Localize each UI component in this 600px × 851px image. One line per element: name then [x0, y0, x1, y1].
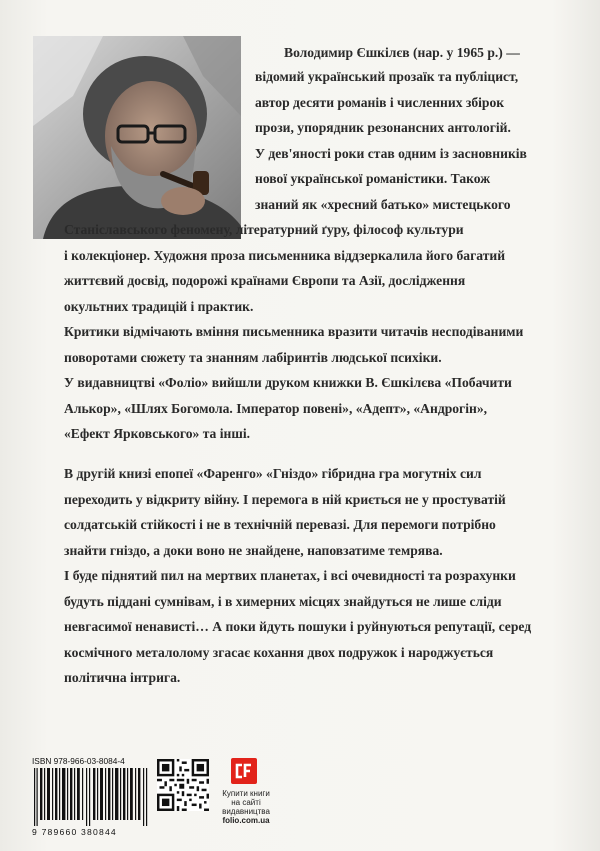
blurb-line: невгасимої ненависті… А поки йдуть пошуки і руйнуються репутації, серед — [64, 619, 532, 634]
bio-line: У дев'яності роки став одним із засновників — [255, 146, 527, 161]
buy-line-3: видавництва — [222, 807, 270, 816]
bio-line: Володимир Єшкілєв (нар. у 1965 р.) — — [284, 45, 520, 60]
isbn-number: ISBN 978-966-03-8084-4 — [32, 756, 125, 766]
buy-line-1: Купити книги — [222, 789, 270, 798]
buy-online-note — [218, 789, 274, 825]
folio-cf-logo-icon[interactable] — [231, 758, 257, 784]
bio-line: У видавництві «Фоліо» вийшли друком книжки В. Єшкілєва «Побачити — [64, 375, 512, 390]
author-portrait-image — [33, 36, 241, 239]
qr-code-icon[interactable] — [157, 759, 209, 811]
bio-line: і колекціонер. Художня проза письменника віддзеркалила його багатий — [64, 248, 506, 263]
bio-line: окультних традицій і практик. — [64, 299, 254, 314]
blurb-line: В другій книзі епопеї «Фаренго» «Гніздо» гібридна гра могутніх сил — [64, 466, 482, 481]
bio-line: відомий український прозаїк та публіцист, — [255, 69, 519, 84]
cf-logo-glyph-icon — [234, 761, 254, 781]
bio-line: знаний як «хресний батько» мистецького — [255, 197, 511, 212]
barcode-icon — [32, 768, 154, 826]
blurb-line: будуть піддані сумнівам, і в химерних місцях знайдуться не лише сліди — [64, 594, 502, 609]
author-photo — [33, 36, 241, 239]
bio-line: прози, упорядник резонансних антологій. — [255, 120, 511, 135]
bio-line: життєвий досвід, подорожі країнами Європи та Азії, дослідження — [64, 273, 466, 288]
bio-line: нової української романістики. Також — [255, 171, 491, 186]
blurb-line: переходить у відкриту війну. І перемога в ній криється не у простуватій — [64, 492, 506, 507]
bio-line: поворотами сюжету та знанням лабіринтів людської психіки. — [64, 350, 442, 365]
bio-line: Алькор», «Шлях Богомола. Імператор повені», «Адепт», «Андрогін», — [64, 401, 488, 416]
bio-line: Станіславського феномену, літературний ґуру, філософ культури — [64, 222, 464, 237]
barcode-digits: 9 789660 380844 — [32, 827, 117, 837]
publisher-url-link[interactable]: folio.com.ua — [222, 816, 270, 825]
blurb-line: знайти гніздо, а доки воно не знайдене, наповзатиме темрява. — [64, 543, 443, 558]
bio-line: автор десяти романів і численних збірок — [255, 95, 505, 110]
bio-line: «Ефект Ярковського» та інші. — [64, 426, 251, 441]
blurb-line: І буде піднятий пил на мертвих планетах, і всі очевидності та розрахунки — [64, 568, 516, 583]
bio-line: Критики відмічають вміння письменника вразити читачів несподіваними — [64, 324, 524, 339]
blurb-line: політична інтрига. — [64, 670, 181, 685]
blurb-line: космічного металолому згасає кохання двох подружок і народжується — [64, 645, 494, 660]
blurb-line: солдатській стійкості і не в технічній перевазі. Для перемоги потрібно — [64, 517, 496, 532]
buy-line-2: на сайті — [231, 798, 261, 807]
isbn-barcode-block — [32, 756, 154, 838]
